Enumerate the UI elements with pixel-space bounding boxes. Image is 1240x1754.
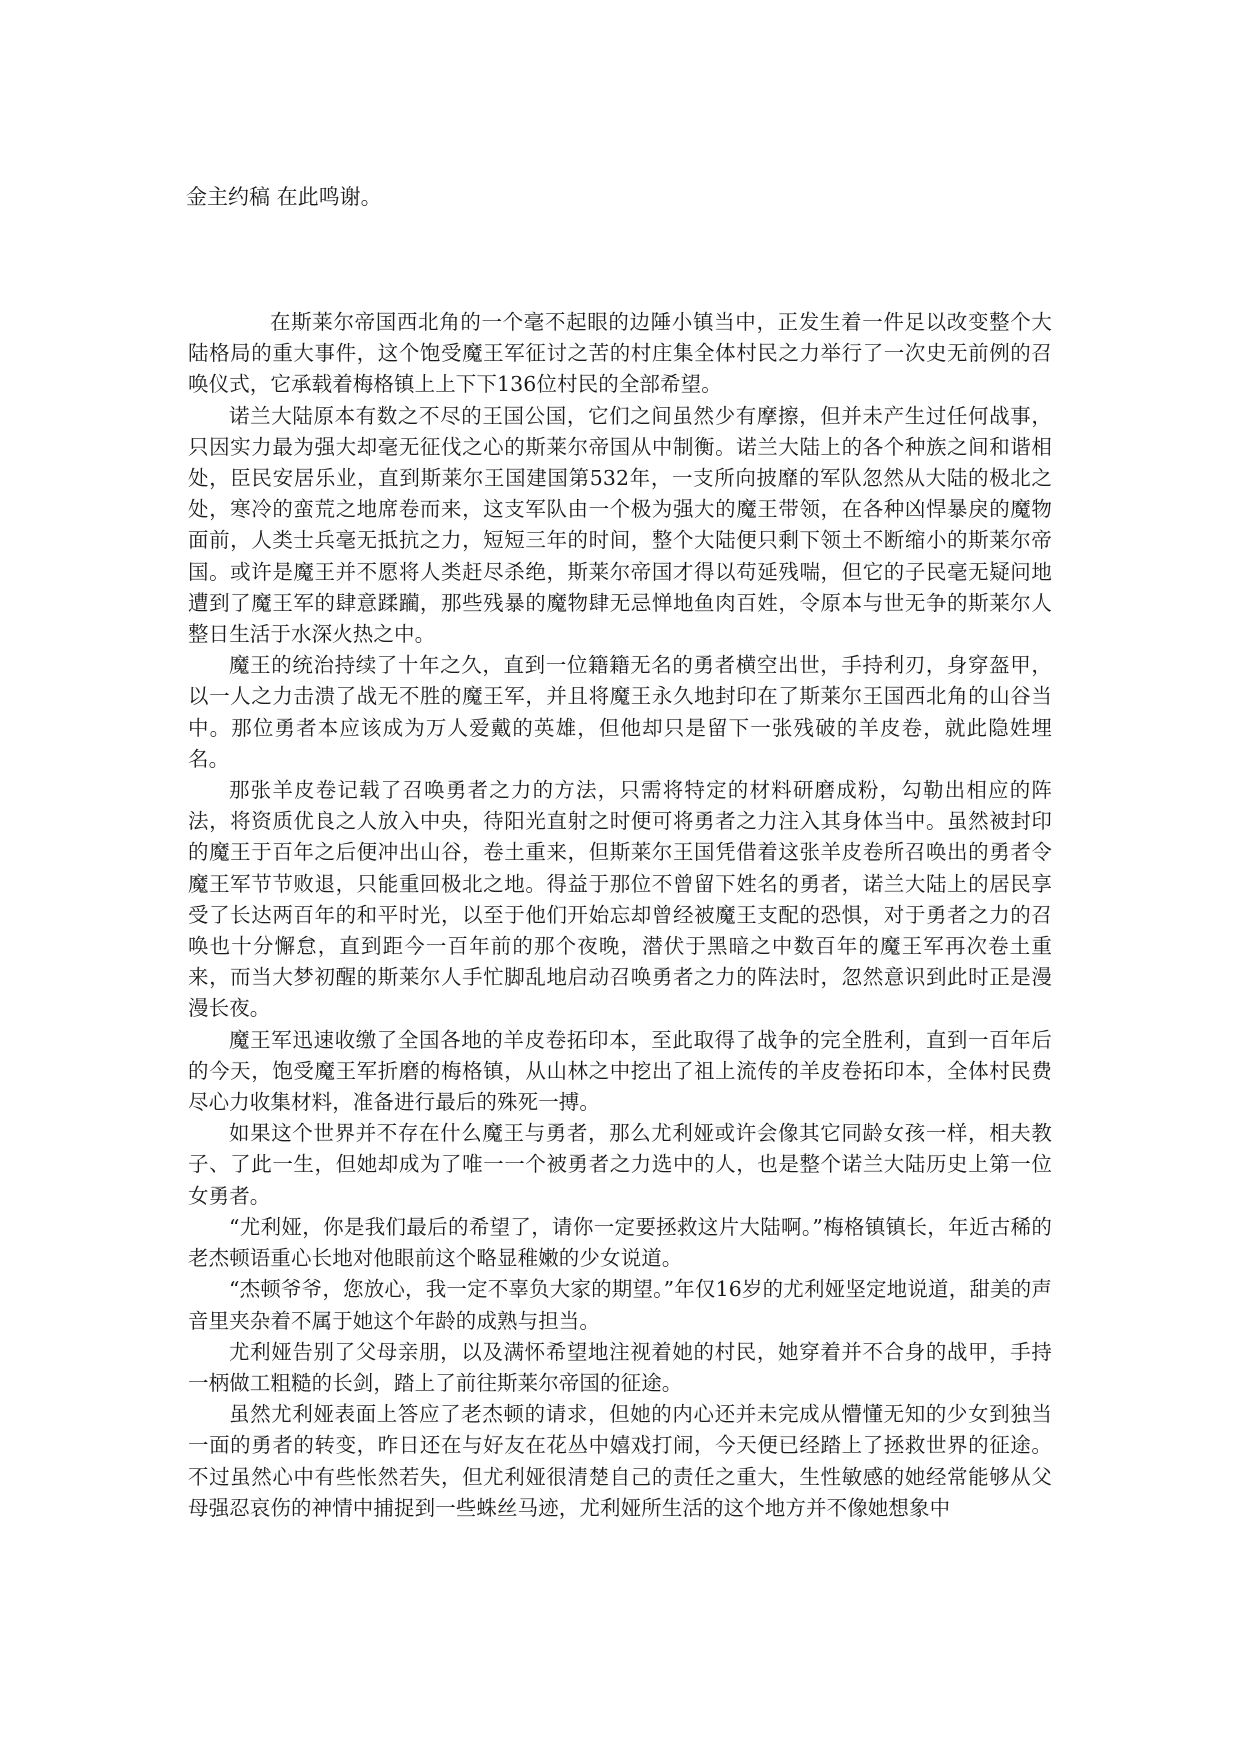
paragraph-6: 如果这个世界并不存在什么魔王与勇者，那么尤利娅或许会像其它同龄女孩一样，相夫教子、了此一生，但她却成为了唯一一个被勇者之力选中的人，也是整个诺兰大陆历史上第一位女勇者。 <box>188 1121 1052 1208</box>
paragraph-7: “尤利娅，你是我们最后的希望了，请你一定要拯救这片大陆啊。”梅格镇镇长，年近古稀的老杰顿语重心长地对他眼前这个略显稚嫩的少女说道。 <box>188 1214 1052 1271</box>
paragraph-10: 虽然尤利娅表面上答应了老杰顿的请求，但她的内心还并未完成从懵懂无知的少女到独当一面的勇者的转变，昨日还在与好友在花丛中嬉戏打闹，今天便已经踏上了拯救世界的征途。不过虽然心中有些怅然若失，但尤利娅很清楚自己的责任之重大，生性敏感的她经常能够从父母强忍哀伤的神情中捕捉到一些蛛丝马迹，尤利娅所生活的这个地方并不像她想象中 <box>188 1402 1052 1520</box>
sponsor-note: 金主约稿 在此鸣谢。 <box>186 185 382 209</box>
story-body <box>188 307 1052 1524</box>
paragraph-9: 尤利娅告别了父母亲朋，以及满怀希望地注视着她的村民，她穿着并不合身的战甲，手持一柄做工粗糙的长剑，踏上了前往斯莱尔帝国的征途。 <box>188 1339 1052 1395</box>
paragraph-2: 诺兰大陆原本有数之不尽的王国公国，它们之间虽然少有摩擦，但并未产生过任何战事，只因实力最为强大却毫无征伐之心的斯莱尔帝国从中制衡。诺兰大陆上的各个种族之间和谐相处，臣民安居乐业，直到斯莱尔王国建国第532年，一支所向披靡的军队忽然从大陆的极北之处，寒冷的蛮荒之地席卷而来，这支军队由一个极为强大的魔王带领，在各种凶悍暴戾的魔物面前，人类士兵毫无抵抗之力，短短三年的时间，整个大陆便只剩下领土不断缩小的斯莱尔帝国。或许是魔王并不愿将人类赶尽杀绝，斯莱尔帝国才得以苟延残喘，但它的子民毫无疑问地遭到了魔王军的肆意蹂躏，那些残暴的魔物肆无忌惮地鱼肉百姓，令原本与世无争的斯莱尔人整日生活于水深火热之中。 <box>188 403 1052 647</box>
paragraph-1: 在斯莱尔帝国西北角的一个毫不起眼的边陲小镇当中，正发生着一件足以改变整个大陆格局的重大事件，这个饱受魔王军征讨之苦的村庄集全体村民之力举行了一次史无前例的召唤仪式，它承载着梅格镇上上下下136位村民的全部希望。 <box>188 310 1052 397</box>
paragraph-8: “杰顿爷爷，您放心，我一定不辜负大家的期望。”年仅16岁的尤利娅坚定地说道，甜美的声音里夹杂着不属于她这个年龄的成熟与担当。 <box>188 1277 1052 1333</box>
paragraph-4: 那张羊皮卷记载了召唤勇者之力的方法，只需将特定的材料研磨成粉，勾勒出相应的阵法，将资质优良之人放入中央，待阳光直射之时便可将勇者之力注入其身体当中。虽然被封印的魔王于百年之后便冲出山谷，卷土重来，但斯莱尔王国凭借着这张羊皮卷所召唤出的勇者令魔王军节节败退，只能重回极北之地。得益于那位不曾留下姓名的勇者，诺兰大陆上的居民享受了长达两百年的和平时光，以至于他们开始忘却曾经被魔王支配的恐惧，对于勇者之力的召唤也十分懈怠，直到距今一百年前的那个夜晚，潜伏于黑暗之中数百年的魔王军再次卷土重来，而当大梦初醒的斯莱尔人手忙脚乱地启动召唤勇者之力的阵法时，忽然意识到此时正是漫漫长夜。 <box>188 778 1052 1021</box>
paragraph-3: 魔王的统治持续了十年之久，直到一位籍籍无名的勇者横空出世，手持利刃，身穿盔甲，以一人之力击溃了战无不胜的魔王军，并且将魔王永久地封印在了斯莱尔王国西北角的山谷当中。那位勇者本应该成为万人爱戴的英雄，但他却只是留下一张残破的羊皮卷，就此隐姓埋名。 <box>188 653 1052 771</box>
paragraph-5: 魔王军迅速收缴了全国各地的羊皮卷拓印本，至此取得了战争的完全胜利，直到一百年后的今天，饱受魔王军折磨的梅格镇，从山林之中挖出了祖上流传的羊皮卷拓印本，全体村民费尽心力收集材料，准备进行最后的殊死一搏。 <box>188 1027 1052 1115</box>
